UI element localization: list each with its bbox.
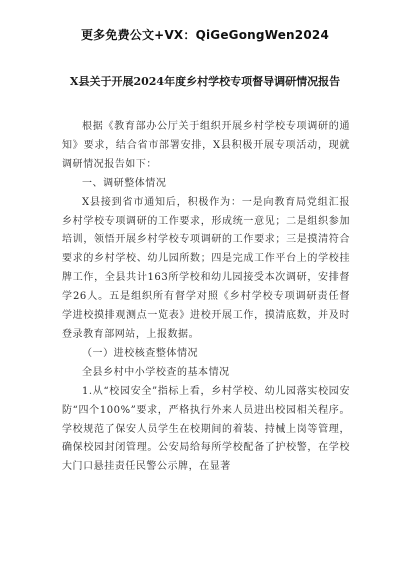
overview-paragraph: X县接到省市通知后，积极作为：一是向教育局党组汇报乡村学校专项调研的工作要求，形成统一意见；二是组织参加培训，领悟开展乡村学校专项调研的工作要求；三是摸清符合要求的乡村学校、幼儿园所数；四是完成工作平台上的学校挂牌工作，全县共计163所学校和幼儿园接受本次调研，安排督学26人。五是组织所有督学对照《乡村学校专项调研责任督学进校摸排观测点一览表》进校开展工作，摸清底数，并及时登录教育部网站，上报数据。 <box>62 196 350 340</box>
intro-paragraph: 根据《教育部办公厅关于组织开展乡村学校专项调研的通知》要求，结合省市部署安排，X县积极开展专项活动，现就调研情况报告如下： <box>62 121 350 170</box>
watermark-text: 更多免费公文+VX：QiGeGongWen2024 <box>80 28 329 42</box>
section-heading-overview: 一、调研整体情况 <box>82 177 167 189</box>
inspection-summary-line: 全县乡村中小学校查的基本情况 <box>82 366 230 378</box>
report-body <box>62 118 350 477</box>
subsection-heading-inspection: （一）进校核查整体情况 <box>82 347 199 359</box>
report-title: X县关于开展2024年度乡村学校专项督导调研情况报告 <box>69 75 341 88</box>
campus-safety-paragraph: 1.从“校园安全”指标上看，乡村学校、幼儿园落实校园安防“四个100%”要求，严格执行外来人员进出校园相关程序。学校规范了保安人员学生在校期间的着装、持械上岗等管理，确保校园封闭管理。公安局给每所学校配备了护校警，在学校大门口悬挂责任民警公示牌，在显著 <box>62 385 350 473</box>
